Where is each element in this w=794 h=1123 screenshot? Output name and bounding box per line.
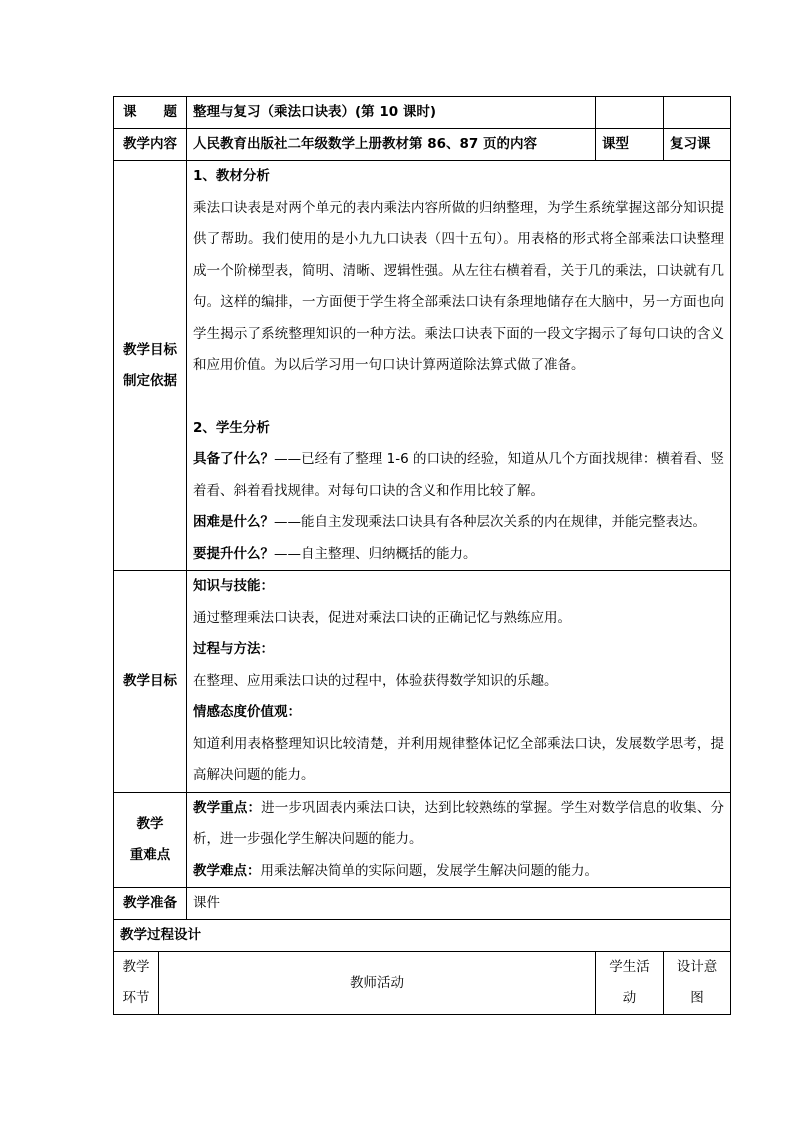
basis-content	[187, 161, 731, 571]
key-point-text: 进一步巩固表内乘法口诀，达到比较熟练的掌握。学生对数学信息的收集、分析，进一步强化学生解决问题的能力。	[193, 799, 725, 847]
prep-label: 教学准备	[114, 888, 187, 920]
basis-row	[114, 161, 731, 571]
process-col-student-line1: 学生活	[609, 959, 650, 975]
content-row	[114, 129, 731, 161]
topic-empty-cell-1	[596, 97, 664, 129]
goal-attitude-text: 知道利用表格整理知识比较清楚，并利用规律整体记忆全部乘法口诀，发展数学思考，提高解决问题的能力。	[193, 735, 724, 783]
q1-text: ——已经有了整理 1-6 的口诀的经验，知道从几个方面找规律：横着看、竖着看、斜着看找规律。对每句口诀的含义和作用比较了解。	[193, 451, 724, 499]
content-value: 人民教育出版社二年级数学上册教材第 86、87 页的内容	[187, 129, 596, 161]
topic-empty-cell-2	[664, 97, 731, 129]
student-analysis-q3	[193, 539, 724, 571]
keypoints-row	[114, 792, 731, 888]
process-header-row	[114, 952, 731, 1015]
q3-text: ——自主整理、归纳概括的能力。	[274, 545, 477, 562]
topic-title: 整理与复习（乘法口诀表）(第 10 课时)	[187, 97, 596, 129]
basis-label-line2: 制定依据	[123, 372, 177, 389]
textbook-analysis-text: 乘法口诀表是对两个单元的表内乘法内容所做的归纳整理，为学生系统掌握这部分知识提供了帮助。我们使用的是小九九口诀表（四十五句）。用表格的形式将全部乘法口诀整理成一个阶梯型表，简明、清晰、逻辑性强。从左往右横着看，关于几的乘法，口诀就有几句。这样的编排，一方面便于学生将全部乘法口诀有条理地储存在大脑中，另一方面也向学生揭示了系统整理知识的一种方法。乘法口诀表下面的一段文字揭示了每句口诀的含义和应用价值。为以后学习用一句口诀计算两道除法算式做了准备。	[193, 199, 724, 373]
process-col-student	[596, 952, 664, 1015]
spacer	[193, 382, 724, 413]
keypoints-label-line2: 重难点	[129, 846, 171, 863]
process-col-intent	[664, 952, 731, 1015]
basis-label	[114, 161, 187, 571]
process-col-intent-line1: 设计意	[676, 959, 718, 975]
lesson-plan-table	[113, 96, 731, 1015]
student-analysis-q1	[193, 444, 724, 507]
basis-label-line1: 教学目标	[123, 341, 177, 358]
prep-row	[114, 888, 731, 920]
topic-row	[114, 97, 731, 129]
goal-knowledge-text: 通过整理乘法口诀表，促进对乘法口诀的正确记忆与熟练应用。	[193, 609, 571, 626]
goal-process-title: 过程与方法：	[193, 641, 274, 657]
textbook-analysis-title: 1、教材分析	[193, 168, 270, 184]
difficult-point-text: 用乘法解决简单的实际问题，发展学生解决问题的能力。	[260, 862, 598, 879]
process-title: 教学过程设计	[114, 920, 731, 952]
lesson-type-value: 复习课	[664, 129, 731, 161]
goal-process-text: 在整理、应用乘法口诀的过程中，体验获得数学知识的乐趣。	[193, 672, 558, 689]
student-analysis-q2	[193, 507, 724, 539]
process-col-teacher: 教师活动	[159, 952, 596, 1015]
goals-content	[187, 571, 731, 793]
q2-text: ——能自主发现乘法口诀具有各种层次关系的内在规律，并能完整表达。	[274, 514, 706, 530]
goals-row	[114, 571, 731, 793]
process-title-row	[114, 920, 731, 952]
goal-attitude-title: 情感态度价值观：	[193, 704, 301, 720]
difficult-point	[193, 856, 724, 888]
process-col-stage-line2: 环节	[122, 990, 150, 1006]
keypoints-content	[187, 792, 731, 888]
keypoints-label-line1: 教学	[136, 815, 164, 832]
key-point	[193, 793, 724, 856]
difficult-point-label: 教学难点：	[193, 862, 261, 879]
lesson-type-label: 课型	[596, 129, 664, 161]
process-col-stage	[114, 952, 159, 1015]
keypoints-label	[114, 792, 187, 888]
process-col-intent-line2: 图	[690, 990, 704, 1006]
q2-label: 困难是什么？	[193, 514, 274, 530]
q1-label: 具备了什么？	[193, 451, 275, 467]
goals-label: 教学目标	[114, 571, 187, 793]
goal-knowledge-title: 知识与技能：	[193, 578, 274, 594]
q3-label: 要提升什么？	[193, 545, 274, 562]
process-col-stage-line1: 教学	[122, 959, 150, 975]
content-label: 教学内容	[114, 129, 187, 161]
key-point-label: 教学重点：	[193, 799, 262, 816]
prep-value: 课件	[187, 888, 731, 920]
student-analysis-title: 2、学生分析	[193, 419, 270, 436]
process-col-student-line2: 动	[622, 990, 637, 1006]
topic-label: 课 题	[114, 97, 187, 129]
